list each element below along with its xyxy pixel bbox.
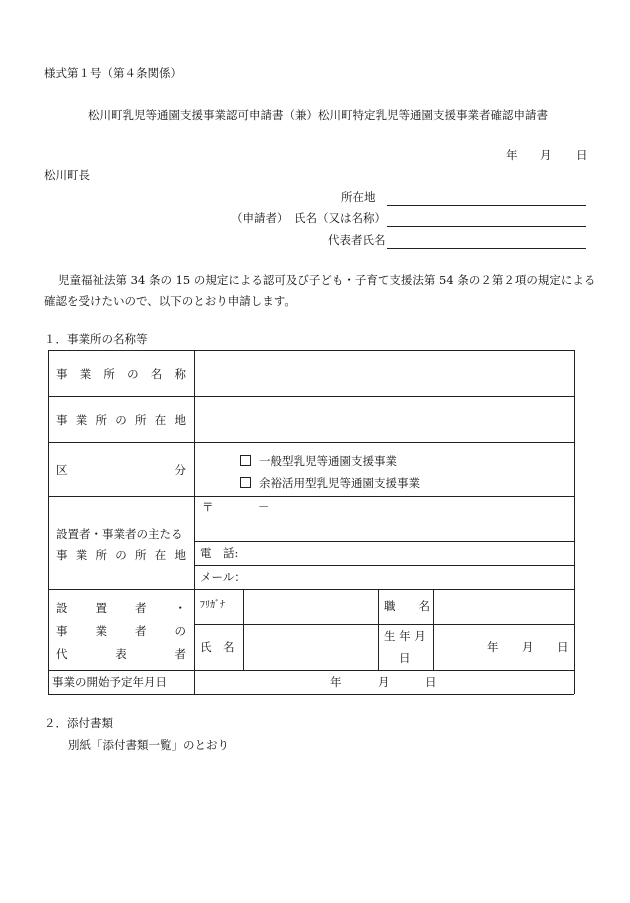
email-label: メール： (200, 570, 246, 584)
postal-dash: － (258, 500, 270, 514)
furigana-label: ﾌﾘｶﾞﾅ (200, 600, 225, 611)
representative-label-line3: 代 表 者 (56, 647, 186, 661)
category-option-surplus[interactable]: 余裕活用型乳児等通園支援事業 (240, 477, 420, 490)
checkbox-general[interactable] (240, 455, 251, 466)
form-number: 様式第１号（第４条関係） (44, 66, 182, 80)
representative-label-line2: 事 業 者 の (56, 624, 186, 638)
main-office-address-field[interactable] (215, 497, 573, 540)
start-year-label: 年 (330, 675, 342, 689)
rep-name-label: 氏 名 (200, 640, 235, 654)
facility-address-label: 事 業 所 の 所 在 地 (56, 413, 186, 427)
rep-position-field[interactable] (434, 590, 573, 623)
attachments-text: 別紙「添付書類一覧」のとおり (68, 738, 229, 752)
facility-name-label: 事 業 所 の 名 称 (56, 367, 186, 381)
applicant-rep-label: 代表者氏名 (328, 233, 386, 247)
form-title: 松川町乳児等通園支援事業認可申請書（兼）松川町特定乳児等通園支援事業者確認申請書 (88, 108, 548, 122)
applicant-name-label: 氏名（又は名称） (294, 211, 386, 225)
email-field[interactable] (245, 566, 573, 588)
main-office-label-line1: 設置者・事業者の主たる (56, 527, 183, 541)
body-text-line2: 確認を受けたいので、以下のとおり申請します。 (44, 294, 296, 308)
applicant-address-label: 所在地 (341, 190, 376, 204)
applicant-name-field[interactable] (387, 226, 586, 227)
rep-dob-label-line2: 日 (399, 651, 411, 665)
dob-year-label: 年 (487, 640, 499, 654)
representative-label-line1: 設 置 者 ・ (56, 601, 186, 615)
addressee: 松川町長 (44, 168, 90, 182)
furigana-field[interactable] (244, 590, 377, 623)
rep-name-field[interactable] (244, 625, 377, 669)
postal-mark: 〒 (202, 500, 214, 514)
facility-name-field[interactable] (195, 351, 573, 395)
date-year-label: 年 (506, 148, 518, 162)
body-text-line1: 児童福祉法第 34 条の 15 の規定による認可及び子ども・子育て支援法第 54 条の２第２項の規定による (58, 273, 596, 287)
start-day-label: 日 (425, 675, 437, 689)
category-label: 区 分 (56, 463, 186, 477)
dob-day-label: 日 (557, 640, 569, 654)
start-month-label: 月 (378, 675, 390, 689)
facility-address-field[interactable] (195, 397, 573, 441)
rep-dob-label-line1: 生 年 月 (384, 629, 426, 643)
section1-heading: １．事業所の名称等 (44, 332, 148, 346)
applicant-address-field[interactable] (387, 205, 586, 206)
section2-heading: ２．添付書類 (44, 716, 113, 730)
dob-month-label: 月 (522, 640, 534, 654)
phone-label: 電 話: (200, 546, 239, 560)
applicant-role-label: （申請者） (231, 211, 289, 225)
main-office-label-line2: 事 業 所 の 所 在 地 (56, 548, 186, 562)
rep-position-label: 職 名 (384, 599, 430, 613)
start-date-label: 事業の開始予定年月日 (52, 675, 167, 689)
date-day-label: 日 (576, 148, 588, 162)
checkbox-surplus[interactable] (240, 477, 251, 488)
phone-field[interactable] (245, 542, 573, 564)
date-month-label: 月 (540, 148, 552, 162)
applicant-rep-field[interactable] (387, 248, 586, 249)
category-option-general[interactable]: 一般型乳児等通園支援事業 (240, 455, 397, 468)
